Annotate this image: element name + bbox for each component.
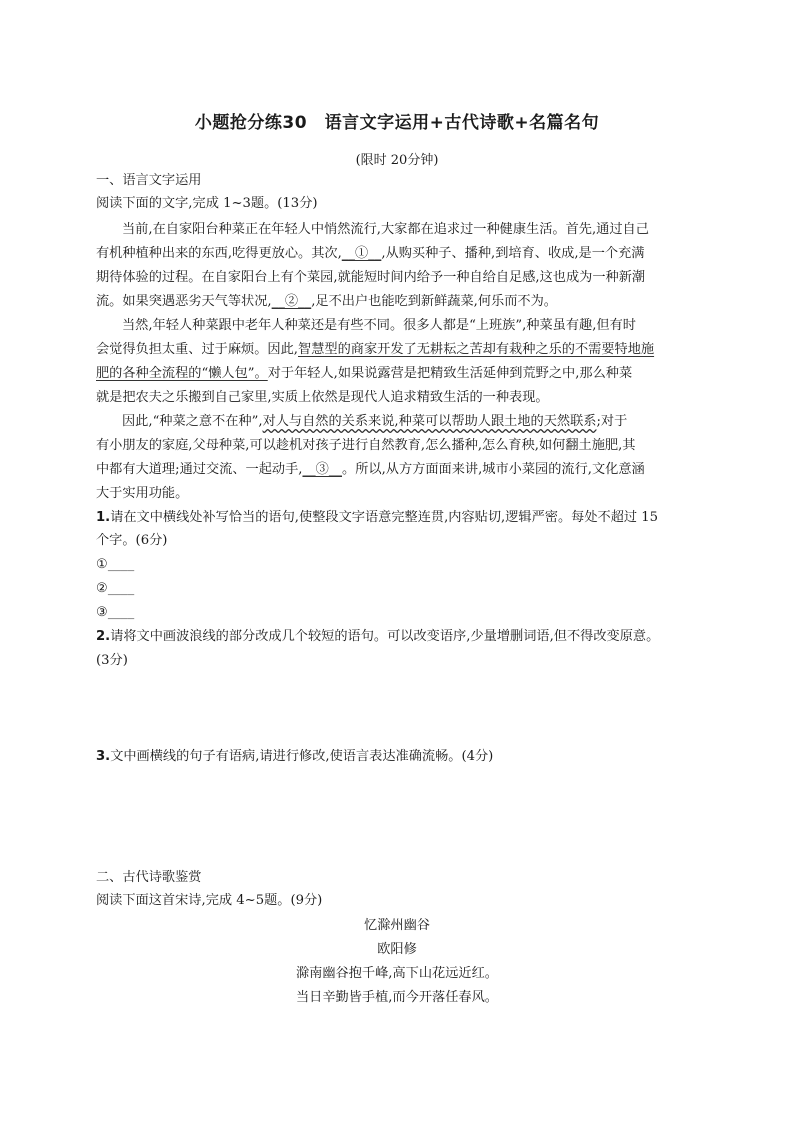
- passage-line: 就是把农夫之乐搬到自己家里,实质上依然是现代人追求精致生活的一种表现。: [96, 390, 549, 405]
- passage-text: ;对于: [596, 414, 628, 429]
- question-number: 3.: [96, 749, 111, 764]
- section-instruction: 阅读下面这首宋诗,完成 4~5题。(9分): [96, 893, 323, 908]
- passage-line: 当前,在自家阳台种菜正在年轻人中悄然流行,大家都在追求过一种健康生活。首先,通过自己: [122, 222, 649, 237]
- poem-title: 忆滁州幽谷: [364, 918, 430, 933]
- passage-line: [96, 243, 644, 265]
- passage-text: 对于年轻人,如果说露营是把精致生活延伸到荒野之中,那么种菜: [267, 366, 633, 381]
- passage-line: 大于实用功能。: [96, 486, 189, 501]
- page-title: 小题抢分练30 语言文字运用+古代诗歌+名篇名句: [194, 113, 600, 133]
- passage-text: ,足不出户也能吃到新鲜蔬菜,何乐而不为。: [311, 294, 557, 309]
- passage-line: 期待体验的过程。在自家阳台上有个菜园,就能短时间内给予一种自给自足感,这也成为一种新潮: [96, 270, 646, 285]
- answer-line-2: ②____: [96, 581, 135, 596]
- question-text-cont: (3分): [96, 653, 128, 668]
- passage-text: 有机种植种出来的东西,吃得更放心。其次,: [96, 246, 342, 261]
- passage-text: ,从购买种子、播种,到培育、收成,是一个充满: [381, 246, 645, 261]
- answer-line-1: ①____: [96, 557, 135, 572]
- passage-line: [96, 291, 557, 313]
- passage-line: 有小朋友的家庭,父母种菜,可以趁机对孩子进行自然教育,怎么播种,怎么育秧,如何翻土施肥,其: [96, 438, 636, 453]
- poem-line: 当日辛勤皆手植,而今开落任春风。: [295, 990, 498, 1005]
- section-heading-language: 一、语言文字运用: [96, 173, 202, 188]
- section-instruction: 阅读下面的文字,完成 1~3题。(13分): [96, 196, 318, 211]
- blank-2: __②__: [271, 294, 312, 309]
- question-text-cont: 个字。(6分): [96, 533, 168, 548]
- passage-line: [96, 459, 645, 481]
- question-1: [96, 507, 658, 529]
- question-text: 文中画横线的句子有语病,请进行修改,使语言表达准确流畅。(4分): [110, 749, 494, 764]
- question-number: 2.: [96, 629, 111, 644]
- passage-text: 中都有大道理;通过交流、一起动手,: [96, 462, 303, 477]
- underlined-sentence: 肥的各种全流程的“懒人包”。: [96, 366, 268, 381]
- passage-text: 。所以,从方方面面来讲,城市小菜园的流行,文化意涵: [342, 462, 645, 477]
- answer-line-3: ③____: [96, 605, 135, 620]
- underlined-sentence: 智慧型的商家开发了无耕耘之苦却有栽种之乐的不需要特地施: [298, 342, 655, 357]
- time-limit: (限时 20分钟): [355, 153, 439, 168]
- blank-3: __③__: [302, 462, 343, 477]
- passage-text: 因此,“种菜之意不在种”,: [122, 414, 263, 429]
- passage-line: [122, 411, 627, 433]
- question-number: 1.: [96, 510, 111, 525]
- passage-text: 会觉得负担太重、过于麻烦。因此,: [96, 342, 299, 357]
- question-3: [96, 746, 493, 768]
- poem-line: 滁南幽谷抱千峰,高下山花远近红。: [295, 966, 498, 981]
- section-heading-poetry: 二、古代诗歌鉴赏: [96, 870, 202, 885]
- passage-text: 流。如果突遇恶劣天气等状况,: [96, 294, 272, 309]
- passage-line: 当然,年轻人种菜跟中老年人种菜还是有些不同。很多人都是“上班族”,种菜虽有趣,但有时: [122, 318, 636, 333]
- question-text: 请将文中画波浪线的部分改成几个较短的语句。可以改变语序,少量增删词语,但不得改变原意。: [110, 629, 660, 644]
- question-2: [96, 626, 659, 648]
- blank-1: __①__: [341, 246, 382, 261]
- wavy-underlined-sentence: 对人与自然的关系来说,种菜可以帮助人跟土地的天然联系: [262, 414, 597, 429]
- question-text: 请在文中横线处补写恰当的语句,使整段文字语意完整连贯,内容贴切,逻辑严密。每处不超过 15: [110, 510, 659, 525]
- passage-line: [96, 363, 632, 385]
- poem-author: 欧阳修: [377, 942, 417, 957]
- passage-line: [96, 339, 654, 361]
